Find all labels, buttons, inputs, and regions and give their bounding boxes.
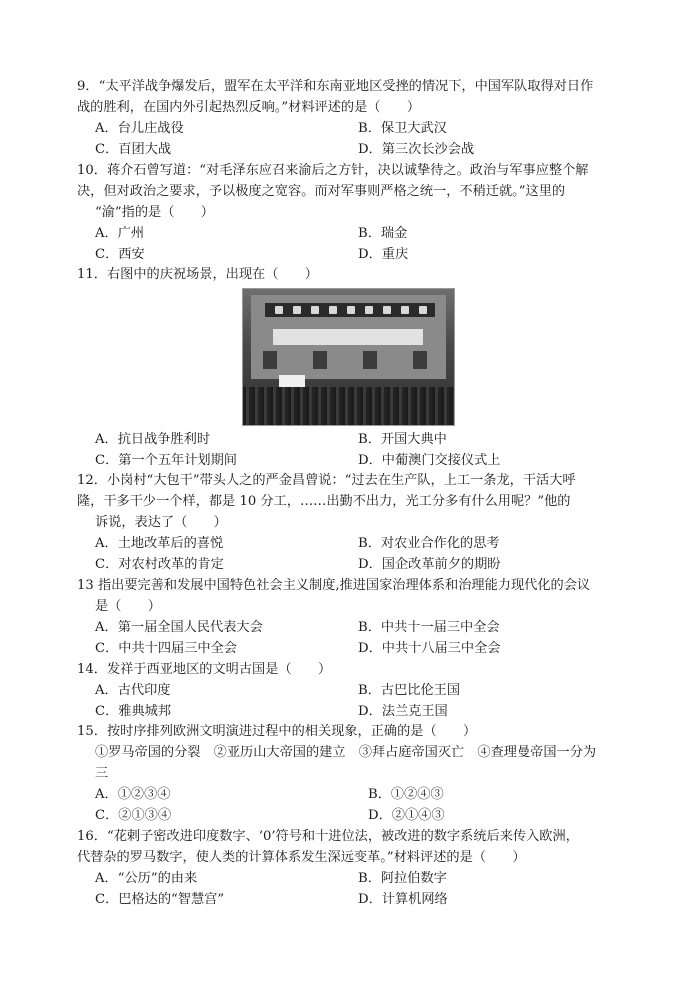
q13-stem-line2: 是（ ） xyxy=(95,599,161,614)
q15-option-d: D．②①④③ xyxy=(368,808,445,823)
q15-option-b: B．①②④③ xyxy=(368,787,444,802)
q10-option-d: D．重庆 xyxy=(358,247,409,262)
q12-option-a: A．土地改革后的喜悦 xyxy=(95,536,224,551)
photo-crowd xyxy=(243,387,454,425)
q15-stem-line3: 三 xyxy=(95,766,109,781)
q11-option-a: A．抗日战争胜利时 xyxy=(95,432,211,447)
q14-option-c: C．雅典城邦 xyxy=(95,704,172,719)
q15-option-c: C．②①③④ xyxy=(95,808,172,823)
q14-option-d: D．法兰克王国 xyxy=(358,704,448,719)
photo-sign-banner xyxy=(265,303,435,317)
q9-stem-line2: 战的胜利，在国内外引起热烈反响。”材料评述的是（ ） xyxy=(77,100,421,115)
q12-option-c: C．对农村改革的肯定 xyxy=(95,557,224,572)
q16-option-c: C．巴格达的“智慧宫” xyxy=(95,892,225,907)
q13-stem-line1: 13 指出要完善和发展中国特色社会主义制度,推进国家治理体系和治理能力现代化的会议 xyxy=(77,578,591,593)
q10-option-a: A．广州 xyxy=(95,226,145,241)
q16-stem-line2: 代替杂的罗马数字，使人类的计算体系发生深远变革。”材料评述的是（ ） xyxy=(77,850,526,865)
q10-option-b: B．瑞金 xyxy=(358,226,408,241)
q15-stem-line1: 15．按时序排列欧洲文明演进过程中的相关现象，正确的是（ ） xyxy=(77,724,477,739)
q10-stem-line1: 10．蒋介石曾写道：“对毛泽东应召来渝后之方针，决以诚挚待之。政治与军事应整个解 xyxy=(77,163,589,178)
q11-option-b: B．开国大典中 xyxy=(358,432,447,447)
q12-stem-line2: 隆，干多干少一个样，都是 10 分工，……出勤不出力，光工分多有什么用呢？”他的 xyxy=(77,494,571,509)
q11-option-c: C．第一个五年计划期间 xyxy=(95,453,237,468)
q16-option-b: B．阿拉伯数字 xyxy=(358,871,447,886)
q13-option-b: B．中共十一届三中全会 xyxy=(358,620,500,635)
q9-option-d: D．第三次长沙会战 xyxy=(358,142,475,157)
q12-stem-line1: 12．小岗村“大包干”带头人之的严金昌曾说：“过去在生产队，上工一条龙，干活大呼 xyxy=(77,473,576,488)
q13-option-a: A．第一届全国人民代表大会 xyxy=(95,620,263,635)
q10-stem-line3: “渝”指的是（ ） xyxy=(95,205,214,220)
q13-option-d: D．中共十八届三中全会 xyxy=(358,641,501,656)
q12-option-d: D．国企改革前夕的期盼 xyxy=(358,557,501,572)
celebration-photo xyxy=(242,288,455,426)
q16-option-d: D．计算机网络 xyxy=(358,892,448,907)
q9-option-b: B．保卫大武汉 xyxy=(358,121,447,136)
q9-stem-line1: 9．“太平洋战争爆发后，盟军在太平洋和东南亚地区受挫的情况下，中国军队取得对日作 xyxy=(77,79,594,94)
q10-option-c: C．西安 xyxy=(95,247,145,262)
q12-option-b: B．对农业合作化的思考 xyxy=(358,536,500,551)
q9-option-a: A．台儿庄战役 xyxy=(95,121,184,136)
q9-option-c: C．百团大战 xyxy=(95,142,172,157)
q16-option-a: A．“公历”的由来 xyxy=(95,871,198,886)
q16-stem-line1: 16．“花剌子密改进印度数字、‘0’符号和十进位法，被改进的数字系统后来传入欧洲， xyxy=(77,829,579,844)
q14-stem-line1: 14．发祥于西亚地区的文明古国是（ ） xyxy=(77,662,332,677)
q14-option-a: A．古代印度 xyxy=(95,683,171,698)
q15-option-a: A．①②③④ xyxy=(95,787,171,802)
q15-stem-line2: ①罗马帝国的分裂 ②亚历山大帝国的建立 ③拜占庭帝国灭亡 ④查理曼帝国一分为 xyxy=(95,745,597,760)
q10-stem-line2: 决，但对政治之要求，予以极度之宽容。而对军事则严格之统一，不稍迁就。”这里的 xyxy=(77,184,566,199)
q13-option-c: C．中共十四届三中全会 xyxy=(95,641,237,656)
q11-option-d: D．中葡澳门交接仪式上 xyxy=(358,453,501,468)
q12-stem-line3: 诉说，表达了（ ） xyxy=(95,515,227,530)
q11-stem-line1: 11．右图中的庆祝场景，出现在（ ） xyxy=(77,267,318,282)
q14-option-b: B．古巴比伦王国 xyxy=(358,683,461,698)
photo-sign-white xyxy=(273,329,423,345)
